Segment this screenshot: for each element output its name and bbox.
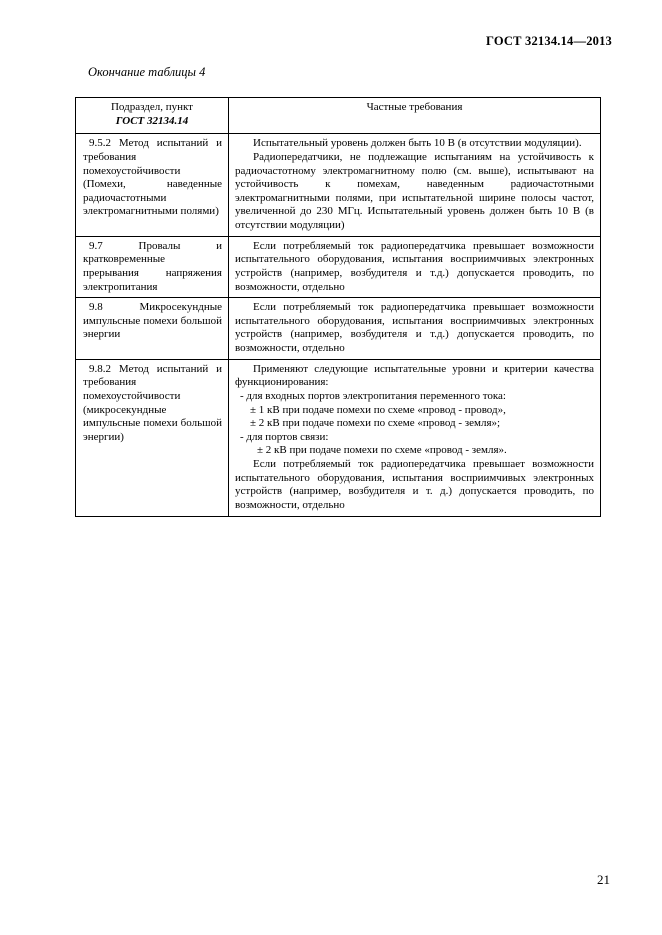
requirement-paragraph: Если потребляемый ток радиопередатчика превышает возможности испытательного оборудования, испытания восприимчивых электронных устройств (например, возбудителя и т.д.) допускается проводить, по возможности, отдельно (235, 301, 594, 354)
subsection-cell (76, 298, 229, 360)
requirement-list-item: - для входных портов электропитания переменного тока: (240, 389, 506, 402)
column-header-subsection-line1: Подраздел, пункт (110, 101, 193, 113)
requirement-paragraph: Если потребляемый ток радиопередатчика превышает возможности испытательного оборудования, испытания восприимчивых электронных устройств (например, возбудителя и т. д.) допускается проводить, по возможности, отдельно (235, 458, 594, 511)
column-header-subsection (76, 98, 229, 134)
subsection-text: 9.5.2 Метод испытаний и требования помехоустойчивости (Помехи, наведенные радиочастотными электромагнитными полями) (83, 137, 222, 218)
table-row (76, 359, 601, 516)
subsection-text: 9.8 Микросекундные импульсные помехи большой энергии (83, 301, 222, 341)
subsection-cell (76, 359, 229, 516)
requirements-cell (229, 359, 601, 516)
requirement-paragraph: Испытательный уровень должен быть 10 В (в отсутствии модуляции). (253, 137, 582, 150)
subsection-cell (76, 236, 229, 298)
table-caption: Окончание таблицы 4 (88, 65, 206, 79)
requirement-paragraph: Применяют следующие испытательные уровни и критерии качества функционирования: (235, 362, 594, 389)
table-row (76, 134, 601, 236)
requirement-list-item: ± 2 кВ при подаче помехи по схеме «провод - земля». (257, 444, 507, 457)
requirements-cell (229, 298, 601, 360)
table-row (76, 236, 601, 298)
subsection-text: 9.8.2 Метод испытаний и требования помехоустойчивости (микросекундные импульсные помехи большой энергии) (83, 362, 222, 443)
requirements-table (75, 97, 601, 517)
requirement-paragraph: Радиопередатчики, не подлежащие испытаниям на устойчивость к радиочастотному электромагнитному полю (см. выше), испытывают на устойчивость к помехам, наведенным радиочастотными электромагнитными полями, при испытательной ширине полосы частот, увеличенной до 230 МГц. Испытательный уровень должен быть 10 В (в отсутствии модуляции) (235, 150, 594, 231)
requirement-list-item: ± 2 кВ при подаче помехи по схеме «провод - земля»; (250, 417, 501, 430)
subsection-text: 9.7 Провалы и кратковременные прерывания напряжения электропитания (83, 239, 222, 293)
requirement-paragraph: Если потребляемый ток радиопередатчика превышает возможности испытательного оборудования, испытания восприимчивых электронных устройств (например, возбудителя и т.д.) допускается проводить, по возможности, отдельно (235, 239, 594, 293)
document-standard-number: ГОСТ 32134.14—2013 (486, 34, 612, 48)
subsection-cell (76, 134, 229, 236)
requirements-cell (229, 134, 601, 236)
table-row (76, 298, 601, 360)
requirement-list-item: - для портов связи: (240, 430, 329, 443)
column-header-subsection-line2: ГОСТ 32134.14 (115, 114, 189, 127)
requirement-list-item: ± 1 кВ при подаче помехи по схеме «провод - провод», (250, 403, 506, 416)
page-number: 21 (597, 872, 610, 887)
column-header-requirements: Частные требования (229, 98, 601, 134)
requirements-cell (229, 236, 601, 298)
table-header-row (76, 98, 601, 134)
